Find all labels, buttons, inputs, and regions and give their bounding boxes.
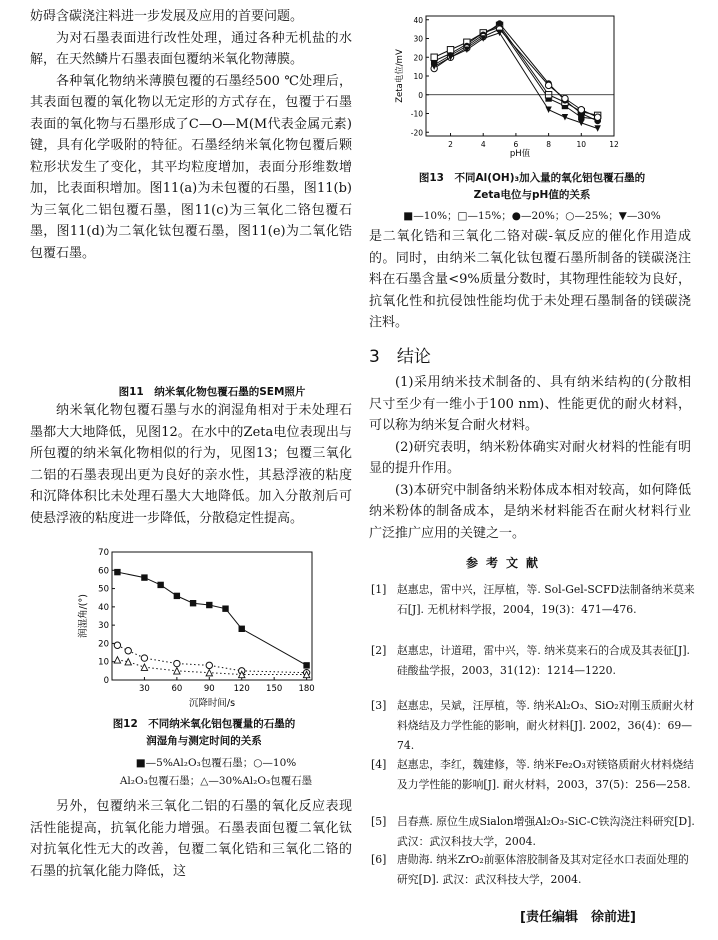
reference-item — [371, 755, 697, 815]
data-point — [141, 655, 147, 661]
conclusions — [369, 372, 691, 544]
figure-11-caption: 图11 纳米氧化物包覆石墨的SEM照片 — [118, 386, 306, 398]
y-tick-label: 20 — [413, 53, 423, 63]
y-tick-label: 10 — [413, 72, 423, 81]
figure-13-caption-line2: Zeta电位与pH值的关系 — [473, 189, 591, 201]
data-point — [545, 107, 551, 113]
paragraph: 妨碍含碳浇注料进一步发展及应用的首要问题。 — [30, 9, 304, 24]
x-tick-label: 6 — [513, 140, 519, 149]
reference-item — [371, 641, 697, 701]
figure-12-caption-line2: 润湿角与测定时间的关系 — [146, 735, 262, 747]
series-line — [117, 572, 306, 665]
reference-number: [6] — [371, 853, 387, 866]
data-point — [545, 82, 551, 88]
series-line — [434, 27, 597, 119]
paragraph: 纳米氧化物包覆石墨与水的润湿角相对于未处理石墨都大大地降低，见图12。在水中的Zeta电位表现出与所包覆的纳米氧化物相似的行为，见图13；包覆三氧化二铝的石墨表现出更为良好的亲水性，其悬浮液的粘度和沉降体积比未处理石墨大大地降低。加入分散剂后可使悬浮液的粘度进一步降低，分散稳定性提高。 — [30, 403, 352, 526]
section-title: 3 结论 — [369, 347, 431, 367]
paragraph: 各种氧化物纳米薄膜包覆的石墨经500 ℃处理后，其表面包覆的氧化物以无定形的方式存在，包覆于石墨表面的氧化物与石墨形成了C—O—M(M代表金属元素)键，具有化学吸附的特征。石墨经纳米氧化物包覆后颗粒形状发生了变化，其平均粒度增加，表面分形维数增加，比表面积增加。图11(a)为未包覆的石墨，图11(b)为三氧化二铝包覆石墨，图11(c)为三氧化二铬包覆石墨，图11(d)为二氧化钛包覆石墨，图11(e)为二氧化锆包覆石墨。 — [30, 73, 352, 261]
y-tick-label: 0 — [418, 90, 423, 100]
series-line — [434, 24, 597, 122]
figure-12-chart — [76, 546, 316, 716]
reference-item — [371, 850, 697, 900]
editor-credit: [责任编辑 徐前进] — [520, 910, 636, 925]
y-tick-label: 40 — [98, 602, 109, 613]
data-point — [496, 30, 502, 36]
reference-text: 吕春燕. 原位生成Sialon增强Al₂O₃-SiC-C铁沟浇注料研究[D]. 武汉：武汉科技大学，2004. — [397, 815, 695, 848]
paragraph: 是二氧化锆和三氧化二铬对碳-氧反应的催化作用造成的。同时，由纳米二氧化钛包覆石墨所制备的镁碳浇注料在石墨含量<9%质量分数时，其物理性能较为良好，抗氧化性和抗侵蚀性能均优于未处理石墨制备的镁碳浇注料。 — [369, 229, 691, 330]
reference-text: 赵惠忠，雷中兴，汪厚植，等. Sol-Gel-SCFD法制备纳米莫来石[J]. 无机材料学报，2004，19(3)：471—476. — [397, 583, 695, 616]
y-tick-label: 40 — [413, 15, 423, 25]
y-tick-label: 30 — [98, 621, 109, 632]
x-tick-label: 10 — [576, 140, 587, 149]
data-point — [157, 582, 163, 588]
paragraph: 为对石墨表面进行改性处理，通过各种无机盐的水解，在天然鳞片石墨表面包覆纳米氧化物薄膜。 — [30, 30, 352, 67]
figure-12-caption — [84, 716, 324, 750]
data-point — [141, 664, 147, 670]
reference-item — [371, 812, 697, 852]
reference-item — [371, 580, 697, 640]
reference-number: [1] — [371, 583, 387, 596]
reference-number: [2] — [371, 644, 387, 657]
x-axis-label: pH值 — [509, 149, 531, 159]
data-point — [578, 120, 584, 126]
reference-text: 赵惠忠，计道珺，雷中兴，等. 纳米莫来石的合成及其表征[J]. 硅酸盐学报，2003，31(12)：1214—1220. — [397, 644, 690, 677]
data-point — [431, 54, 437, 60]
data-point — [222, 605, 228, 611]
x-tick-label: 150 — [266, 684, 283, 694]
y-tick-label: 10 — [98, 657, 109, 668]
reference-text: 唐勋海. 纳米ZrO₂前驱体溶胶制备及其对定径水口表面处理的研究[D]. 武汉：武汉科技大学，2004. — [397, 853, 689, 886]
y-tick-label: 50 — [98, 584, 109, 595]
data-point — [174, 668, 180, 674]
data-point — [239, 626, 245, 632]
reference-text: 赵惠忠，李红，魏建修，等. 纳米Fe₂O₃对镁铬质耐火材料烧结及力学性能的影响[J]. 耐火材料，2003，37(5)：256—258. — [397, 758, 694, 791]
figure-12-legend-line2: Al₂O₃包覆石墨；△—30%Al₂O₃包覆石墨 — [119, 775, 313, 787]
data-point — [447, 47, 453, 53]
figure-12-caption-line1: 图12 不同纳米氧化铝包覆量的石墨的 — [112, 718, 296, 730]
data-point — [125, 648, 131, 654]
data-point — [206, 669, 212, 675]
figure-13-chart — [392, 10, 622, 162]
y-tick-label: -20 — [410, 128, 423, 138]
x-tick-label: 8 — [546, 140, 551, 149]
data-point — [594, 125, 600, 131]
data-point — [206, 662, 212, 668]
y-tick-label: 70 — [98, 548, 109, 558]
data-point — [174, 660, 180, 666]
left-column — [30, 6, 352, 264]
y-tick-label: 20 — [98, 639, 109, 650]
reference-number: [4] — [371, 758, 387, 771]
series-line — [434, 25, 597, 115]
left-column-mid — [30, 400, 352, 529]
conclusion-item: (2)研究表明，纳米粉体确实对耐火材料的性能有明显的提升作用。 — [369, 439, 691, 476]
data-point — [114, 642, 120, 648]
figure-12-legend — [96, 754, 336, 790]
figure-13-legend: ■—10%；□—15%；●—20%；○—25%；▼—30% — [403, 210, 661, 222]
y-tick-label: -10 — [410, 109, 423, 119]
x-tick-label: 90 — [203, 684, 215, 694]
data-point — [303, 662, 309, 668]
x-tick-label: 12 — [609, 140, 619, 149]
data-point — [206, 602, 212, 608]
x-tick-label: 4 — [480, 140, 486, 149]
x-tick-label: 180 — [298, 684, 315, 694]
figure-13-caption — [392, 170, 672, 204]
data-point — [190, 600, 196, 606]
conclusion-item: (1)采用纳米技术制备的、具有纳米结构的(分散相尺寸至少有一维小于100 nm)、性能更优的耐火材料，可以称为纳米复合耐火材料。 — [369, 375, 691, 433]
data-point — [562, 95, 568, 101]
x-axis-label: 沉降时间/s — [188, 698, 236, 709]
references-title: 参考文献 — [466, 556, 547, 570]
reference-number: [3] — [371, 699, 387, 712]
data-point — [578, 107, 584, 113]
x-tick-label: 2 — [448, 140, 453, 149]
right-column-top — [369, 226, 691, 334]
y-tick-label: 0 — [103, 676, 109, 686]
x-tick-label: 120 — [233, 684, 250, 694]
reference-text: 赵惠忠，吴斌，汪厚植，等. 纳米Al₂O₃、SiO₂对刚玉质耐火材料烧结及力学性能的影响，耐火材料[J]. 2002，36(4)：69—74. — [397, 699, 695, 752]
data-point — [174, 593, 180, 599]
figure-12-legend-line1: ■—5%Al₂O₃包覆石墨；○—10% — [135, 757, 297, 769]
y-tick-label: 60 — [98, 566, 109, 577]
data-point — [141, 574, 147, 580]
conclusion-item: (3)本研究中制备纳米粉体成本相对较高，如何降低纳米粉体的制备成本，是纳米材料能否在耐火材料行业广泛推广应用的关键之一。 — [369, 482, 691, 541]
figure-13-caption-line1: 图13 不同Al(OH)₃加入量的氧化铝包覆石墨的 — [418, 172, 646, 184]
left-column-bottom — [30, 796, 352, 882]
data-point — [594, 114, 600, 120]
x-tick-label: 60 — [171, 684, 183, 694]
data-point — [562, 114, 568, 120]
data-point — [114, 569, 120, 575]
x-tick-label: 30 — [139, 684, 150, 694]
series-line — [434, 29, 597, 117]
y-axis-label: 润湿角/(°) — [78, 594, 89, 638]
paragraph: 另外，包覆纳米三氧化二铝的石墨的氧化反应表现活性能提高，抗氧化能力增强。石墨表面包覆二氧化钛对抗氧化性无大的改善，包覆二氧化锆和三氧化二铬的石墨的抗氧化能力降低，这 — [30, 799, 352, 879]
y-tick-label: 30 — [413, 34, 423, 44]
reference-item — [371, 696, 697, 756]
reference-number: [5] — [371, 815, 387, 828]
y-axis-label: Zeta电位/mV — [395, 49, 405, 103]
data-point — [114, 657, 120, 663]
